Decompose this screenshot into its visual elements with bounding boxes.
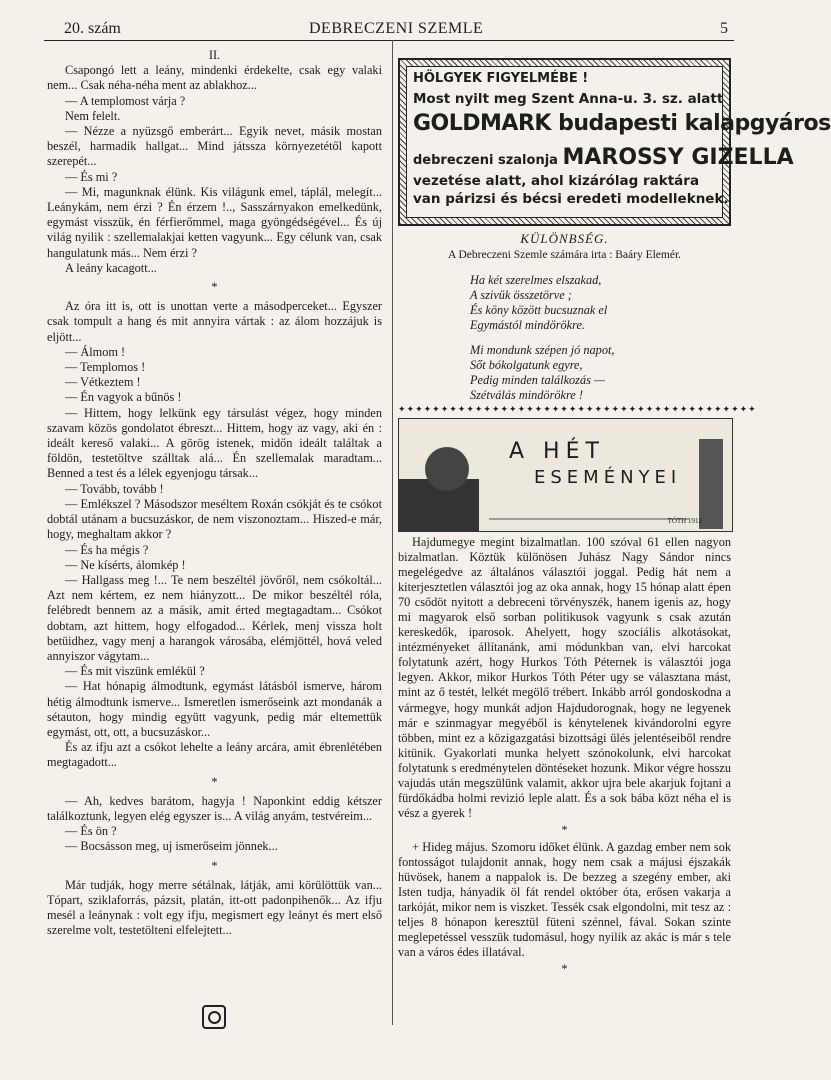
story-paragraph: Csapongó lett a leány, mindenki érdekelte, csak egy valaki nem... Csak néha-néha ment az ablakhoz... (47, 63, 382, 93)
banner-title-line1: A HÉT (509, 439, 605, 464)
story-paragraph: — Ah, kedves barátom, hagyja ! Naponkint eddig kétszer találkoztunk, legyen elég egyszer is... A világ anyám, testvéreim... (47, 793, 382, 823)
story-paragraph: — Mi, magunknak élünk. Kis világunk emel, táplál, melegít... Leánykám, nem érzi ? Én érzem !.., Sasszárnyakon emelkedünk, egymást visszük, én férfierőmmel, maga gyöngédségével... És új világ nyilik : szellemalakjai ketten vagyunk... Egy célunk van, csak hangulatunk más... Nem érzi ? (47, 184, 382, 260)
story-column (47, 48, 382, 939)
ad-manager-name: MAROSSY GIZELLA (562, 145, 794, 170)
poem-line: Pedig minden találkozás — (470, 373, 605, 387)
story-paragraph: — Nézze a nyüzsgő emberárt... Egyik nevet, másik mostan beszél, harmadik hallgat... Mind játssza környezetétől kapott szerepét... (47, 124, 382, 169)
poem-stanza (470, 343, 731, 403)
story-paragraph: — Bocsásson meg, uj ismerőseim jönnek... (65, 839, 278, 854)
page-header (44, 18, 734, 41)
story-paragraph: — Hat hónapig álmodtunk, egymást látásból ismerve, három hétig álmodtunk ismerve... Ismeretlen ismerőseink azt mondanák a sétauton, hogy mindig együtt vagyunk, pedig már eltemettük egymást, ott, ott, a bucsuzáskor... (47, 679, 382, 739)
story-paragraph: — Tovább, tovább ! (65, 481, 164, 496)
poem-line: Ha két szerelmes elszakad, (470, 273, 602, 287)
news-column (398, 535, 731, 979)
story-paragraph: — És mi ? (65, 169, 118, 184)
issue-number: 20. szám (64, 20, 121, 37)
poem-line: Sőt bókolgatunk egyre, (470, 358, 583, 372)
ad-headline: HÖLGYEK FIGYELMÉBE ! (413, 71, 589, 86)
story-paragraph: Az óra itt is, ott is unottan verte a másodperceket... Egyszer csak tompult a hang és mit annyira vártak : az álom hozzájuk is eljött... (47, 299, 382, 344)
news-paragraph: Hajdumegye megint bizalmatlan. 100 szóval 61 ellen nagyon bizalmatlan. Köztük különösen Juhász Nagy Sándor nincs megelégedve az általános választói joggal. Pedig hát nem a kiterjesztetlen választói jog az oka annak, hogy 15 hónap alatt épen 70 csődöt nyitott a debreceni törvényszék, hanem igenis az, hogy mi magyarok első sorban politikusok vagyunk s csak azután kereskedők, iparosok. Ahelyett, hogy szociális alkotásokat, intézményeket állítanánk, ami módunkban van, elvi harcokat folytatunk azért, hogy Hurkos Tóth Péternek is választói joga legyen. Akkor, mikor Hurkos Tóth Péter ugy se választana mást, mint az ő testét, lelkét megölő trébert. Inkább arról gondoskodna a vármegye, hogy munkát adjon Hajdudorognak, hogy ne legyenek már e szinmagyar megyéből is kénytelenek kivándorolni egyre többen, mint ez a közigazgatási bizottsági ülés jelentéseiből rendre kitünik. Gyakorlati munka helyett szónokolunk, elvi harcokat folytatunk s eredménytelen döntéseket hozunk. Mikor végre hosszu vajudás után megszülünk valamit, akkor ujra bele akarjuk fojtani a fürdőkádba holmi revizió leple alatt. És a sok bába közt néha el is vész a gyerek ! (398, 535, 731, 820)
ad-salon-text: debreczeni szalonja (413, 153, 558, 168)
section-separator: * (211, 858, 218, 873)
story-paragraph: — És ön ? (65, 824, 117, 839)
printer-mark-icon (202, 1005, 226, 1029)
ad-line-salon (413, 145, 794, 170)
page-number: 5 (720, 20, 728, 37)
section-separator: * (211, 280, 218, 295)
story-paragraph: — Álmom ! (65, 344, 126, 359)
news-body (398, 535, 731, 977)
section-separator: * (211, 774, 218, 789)
ad-line-stock: vezetése alatt, ahol kizárólag raktára (413, 173, 700, 189)
story-paragraph: — A templomost várja ? (65, 93, 186, 108)
section-separator: * (561, 822, 568, 837)
story-paragraph: A leány kacagott... (65, 260, 157, 275)
poem-line: Szétválás mindörökre ! (470, 388, 583, 402)
story-paragraph: Már tudják, hogy merre sétálnak, látják, ami körülöttük van... Tópart, sziklaforrás, pázsit, platán, itt-ott padonpihenők... Az ifju mesél a leánynak : volt egy ifju, megismert egy leányt és mert első szerelme volt, testetölteni elfelejtett... (47, 877, 382, 938)
ad-line-opening: Most nyilt meg Szent Anna-u. 3. sz. alatt (413, 91, 724, 107)
column-divider (392, 40, 393, 1025)
story-body (47, 63, 382, 938)
story-paragraph: — Én vagyok a bűnös ! (65, 390, 182, 405)
newspaper-title: DEBRECZENI SZEMLE (309, 20, 484, 37)
story-paragraph: Nem felelt. (65, 108, 121, 123)
news-paragraph: + Hideg május. Szomoru időket élünk. A gazdag ember nem sok fontosságot tulajdonit annak, hogy nem csak a májusi éjszakák hüvösek, hanem a nappalok is. De bezzeg a szegény ember, aki Isten tudja, hányadik öl fát rendel október óta, erősen vakarja a tarkóját, mikor nem is viszket. Tessék csak elgondolni, mit tesz az : teljes 8 hónapon keresztül füteni szénnel, fával. Sokan szinte meglepetéssel vesszük tudomásul, hogy nyilik az akác is már s tele van a város édes illatával. (398, 839, 731, 960)
story-paragraph: — Ne kísérts, álomkép ! (65, 557, 186, 572)
banner-title-line2: ESEMÉNYEI (534, 467, 682, 488)
story-paragraph: — És ha mégis ? (65, 542, 149, 557)
story-paragraph: — Emlékszel ? Másodszor meséltem Roxán csókját és te csókot dobtál utánam a bucsuzáskor, de nem viszonoztam... Hiszed-e már, hogy, meghaltam akkor ? (47, 496, 382, 542)
poem-stanza (470, 273, 731, 333)
poem-title: KÜLÖNBSÉG. (520, 231, 609, 246)
weekly-events-banner (398, 418, 733, 532)
ad-line-company: GOLDMARK budapesti kalapgyáros (413, 111, 831, 136)
hat-shop-advertisement (398, 58, 831, 226)
poem-line: Mi mondunk szépen jó napot, (470, 343, 615, 357)
poem-byline: A Debreczeni Szemle számára irta : Baáry Elemér. (447, 249, 682, 261)
story-paragraph: — Hallgass meg !... Te nem beszéltél jövőről, nem csókoltál... Azt nem kértem, ez nem hiányzott... De mikor beszéltél róla, felébredt bennem az a másik, amit érted megtagadtam... Csókot dobtam, azt hittem, hogy elfogadod... Kérlek, menj vissza holt betüidhez, vagy menj a harangok városába, elémjöttél, hová veled annyiszor vágytam... (47, 572, 382, 663)
story-paragraph: És az ifju azt a csókot lehelte a leány arcára, amit ébrenlétében megtagadott... (47, 740, 382, 770)
banner-signature: TÓTH 1912 (667, 517, 702, 525)
section-separator: * (561, 962, 568, 977)
poem-line: A szivük összetörve ; (470, 288, 572, 302)
poem (398, 231, 731, 403)
story-paragraph: — Vétkeztem ! (65, 375, 141, 390)
ad-line-models: van párizsi és bécsi eredeti modelleknek. (413, 191, 729, 207)
poem-line: És köny között bucsuznak el (470, 303, 608, 317)
ornamental-divider: ✦✦✦✦✦✦✦✦✦✦✦✦✦✦✦✦✦✦✦✦✦✦✦✦✦✦✦✦✦✦✦✦✦✦✦✦✦✦✦✦✦✦ (398, 404, 757, 414)
story-part-heading: II. (208, 48, 221, 62)
poem-stanzas (398, 273, 731, 403)
advertisement-panel (406, 66, 831, 218)
story-paragraph: — És mit viszünk emlékül ? (65, 664, 205, 679)
poem-line: Egymástól mindörökre. (470, 318, 585, 332)
story-paragraph: — Hittem, hogy lelkünk egy társulást végez, hogy minden szavam közös gondolatot ébreszt... Hittem, hogy az vagy, aki én : ideált kereső valaki... A görög istenek, midőn ideált találtak a földön, testetöltve szálltak alá... Én szellemalak maradtam... Benned a test és a lélek egyenjogu társak... (47, 405, 382, 481)
story-paragraph: — Templomos ! (65, 360, 146, 375)
